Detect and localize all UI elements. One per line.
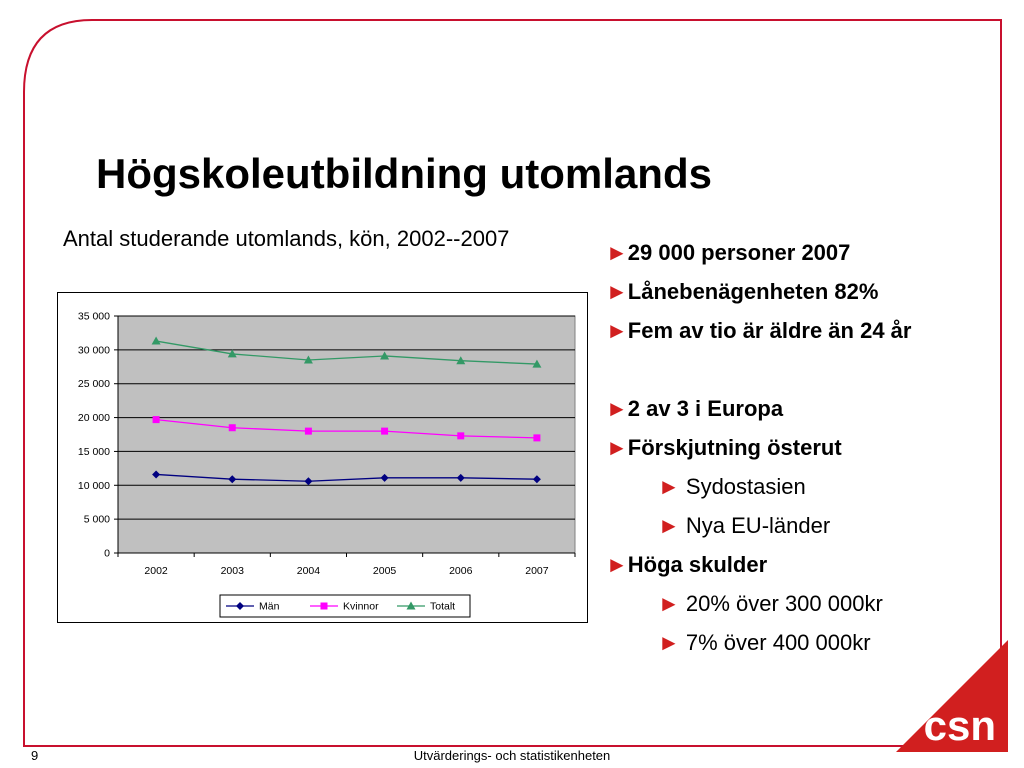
csn-logo xyxy=(896,640,1008,752)
legend-label: Män xyxy=(259,600,280,613)
bullet-arrow-icon: ► xyxy=(658,630,686,655)
x-tick-label: 2005 xyxy=(372,565,397,577)
sub-bullet-item xyxy=(606,472,1016,511)
bullet-arrow-icon: ► xyxy=(658,513,686,538)
bullet-text: Lånebenägenheten 82% xyxy=(627,279,879,304)
x-tick-label: 2007 xyxy=(525,565,549,577)
bullet-item xyxy=(606,316,1016,355)
data-point xyxy=(381,428,388,435)
bullet-arrow-icon: ► xyxy=(606,240,628,265)
y-tick-label: 30 000 xyxy=(77,344,110,357)
y-tick-label: 0 xyxy=(104,547,110,560)
legend-label: Totalt xyxy=(430,600,456,613)
legend-label: Kvinnor xyxy=(343,600,379,613)
bullet-arrow-icon: ► xyxy=(658,474,686,499)
bullet-item xyxy=(606,394,1016,433)
footer-text: Utvärderings- och statistikenheten xyxy=(413,748,611,763)
x-tick-label: 2003 xyxy=(220,565,244,577)
bullet-arrow-icon: ► xyxy=(606,435,628,460)
x-tick-label: 2006 xyxy=(449,565,473,577)
y-tick-label: 5 000 xyxy=(83,513,110,526)
bullet-spacer xyxy=(606,355,1016,394)
bullet-text: Sydostasien xyxy=(685,474,806,499)
legend-marker xyxy=(321,603,328,610)
plot-area xyxy=(118,316,575,553)
bullet-arrow-icon: ► xyxy=(606,318,628,343)
x-tick-label: 2004 xyxy=(296,565,321,577)
data-point xyxy=(153,416,160,423)
page-number: 9 xyxy=(31,748,39,763)
data-point xyxy=(305,428,312,435)
data-point xyxy=(533,434,540,441)
bullet-item xyxy=(606,550,1016,589)
y-tick-label: 25 000 xyxy=(77,378,110,391)
bullet-text: 29 000 personer 2007 xyxy=(627,240,851,265)
y-tick-label: 35 000 xyxy=(77,310,110,323)
bullet-text: Höga skulder xyxy=(627,552,768,577)
bullet-text: 2 av 3 i Europa xyxy=(627,396,784,421)
chart-caption: Antal studerande utomlands, kön, 2002--2007 xyxy=(63,226,510,251)
bullet-text: Fem av tio är äldre än 24 år xyxy=(627,318,912,343)
bullet-text: 20% över 300 000kr xyxy=(685,591,883,616)
data-point xyxy=(457,432,464,439)
x-tick-label: 2002 xyxy=(144,565,168,577)
sub-bullet-item xyxy=(606,511,1016,550)
bullet-arrow-icon: ► xyxy=(658,591,686,616)
sub-bullet-item xyxy=(606,589,1016,628)
slide-title: Högskoleutbildning utomlands xyxy=(96,150,712,197)
bullet-text: Förskjutning österut xyxy=(627,435,842,460)
csn-logo-text: csn xyxy=(923,702,996,749)
y-tick-label: 15 000 xyxy=(77,445,110,458)
bullet-arrow-icon: ► xyxy=(606,552,628,577)
bullet-item xyxy=(606,277,1016,316)
bullet-item xyxy=(606,433,1016,472)
y-tick-label: 10 000 xyxy=(77,479,110,492)
bullet-text: Nya EU-länder xyxy=(685,513,831,538)
data-point xyxy=(229,424,236,431)
bullet-arrow-icon: ► xyxy=(606,396,628,421)
bullet-item xyxy=(606,238,1016,277)
y-tick-label: 20 000 xyxy=(77,412,110,425)
line-chart xyxy=(57,292,588,623)
bullet-arrow-icon: ► xyxy=(606,279,628,304)
bullet-list xyxy=(606,238,1016,667)
bullet-text: 7% över 400 000kr xyxy=(685,630,871,655)
